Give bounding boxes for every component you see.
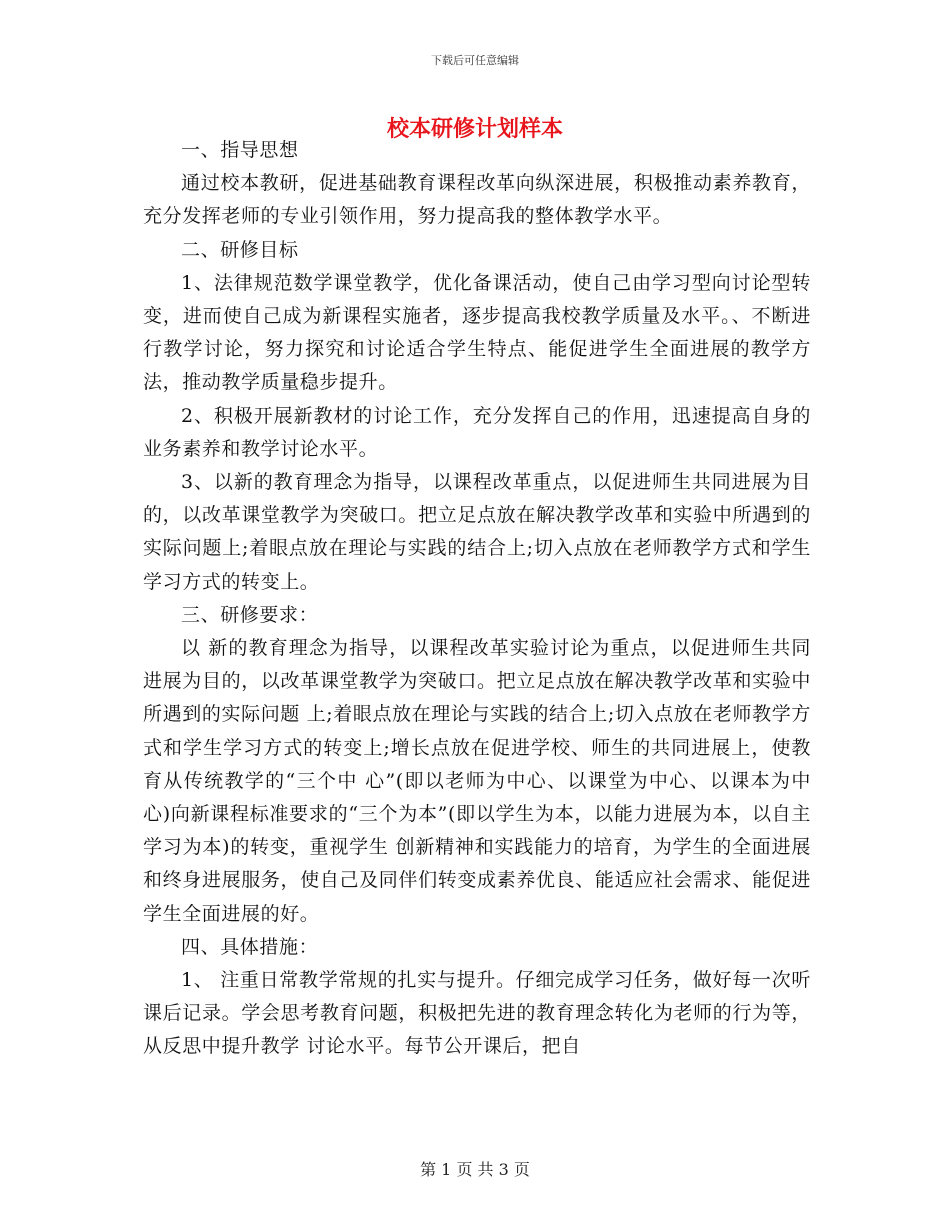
- heading-training-requirements: 三、研修要求：: [181, 603, 319, 626]
- paragraph-requirements: 以 新的教育理念为指导，以课程改革实验讨论为重点，以促进师生共同进展为目的，以改革课堂教学为突破口。把立足点放在解决教学改革和实验中所遇到的实际问题 上;着眼点放在理论与实践的结合上;切入点放在老师教学方式和学生学习方式的转变上;增长点放在促进学校、师生的共同进展上，使教育从传统教学的“三个中 心”(即以老师为中心、以课堂为中心、以课本为中心)向新课程标准要求的“三个为本”(即以学生为本，以能力进展为本，以自主学习为本)的转变，重视学生 创新精神和实践能力的培育，为学生的全面进展和终身进展服务，使自己及同伴们转变成素养优良、能适应社会需求、能促进学生全面进展的好。: [143, 637, 811, 925]
- heading-guiding-ideology: 一、指导思想: [181, 139, 299, 161]
- page-header-note: 下载后可任意编辑: [431, 54, 519, 67]
- heading-specific-measures: 四、具体措施：: [181, 935, 319, 958]
- paragraph-goal-2: 2、积极开展新教材的讨论工作，充分发挥自己的作用，迅速提高自身的业务素养和教学讨论水平。: [143, 404, 811, 460]
- paragraph-goal-1: 1、法律规范数学课堂教学，优化备课活动，使自己由学习型向讨论型转变，进而使自己成为新课程实施者，逐步提高我校教学质量及水平。、不断进行教学讨论，努力探究和讨论适合学生特点、能促进学生全面进展的教学方法，推动教学质量稳步提升。: [143, 271, 811, 394]
- heading-training-goals: 二、研修目标: [181, 238, 299, 261]
- page-number: 第 1 页 共 3 页: [420, 1160, 530, 1179]
- document-body: [143, 134, 811, 1064]
- paragraph-measure-1: 1、 注重日常教学常规的扎实与提升。仔细完成学习任务，做好每一次听课后记录。学会思考教育问题，积极把先进的教育理念转化为老师的行为等，从反思中提升教学 讨论水平。每节公开课后，把自: [143, 969, 811, 1058]
- paragraph-guiding-ideology: 通过校本教研，促进基础教育课程改革向纵深进展，积极推动素养教育，充分发挥老师的专业引领作用，努力提高我的整体教学水平。: [143, 172, 811, 228]
- document-title: 校本研修计划样本: [386, 117, 563, 142]
- paragraph-goal-3: 3、以新的教育理念为指导，以课程改革重点，以促进师生共同进展为目的，以改革课堂教学为突破口。把立足点放在解决教学改革和实验中所遇到的实际问题上;着眼点放在理论与实践的结合上;切入点放在老师教学方式和学生学习方式的转变上。: [143, 471, 811, 593]
